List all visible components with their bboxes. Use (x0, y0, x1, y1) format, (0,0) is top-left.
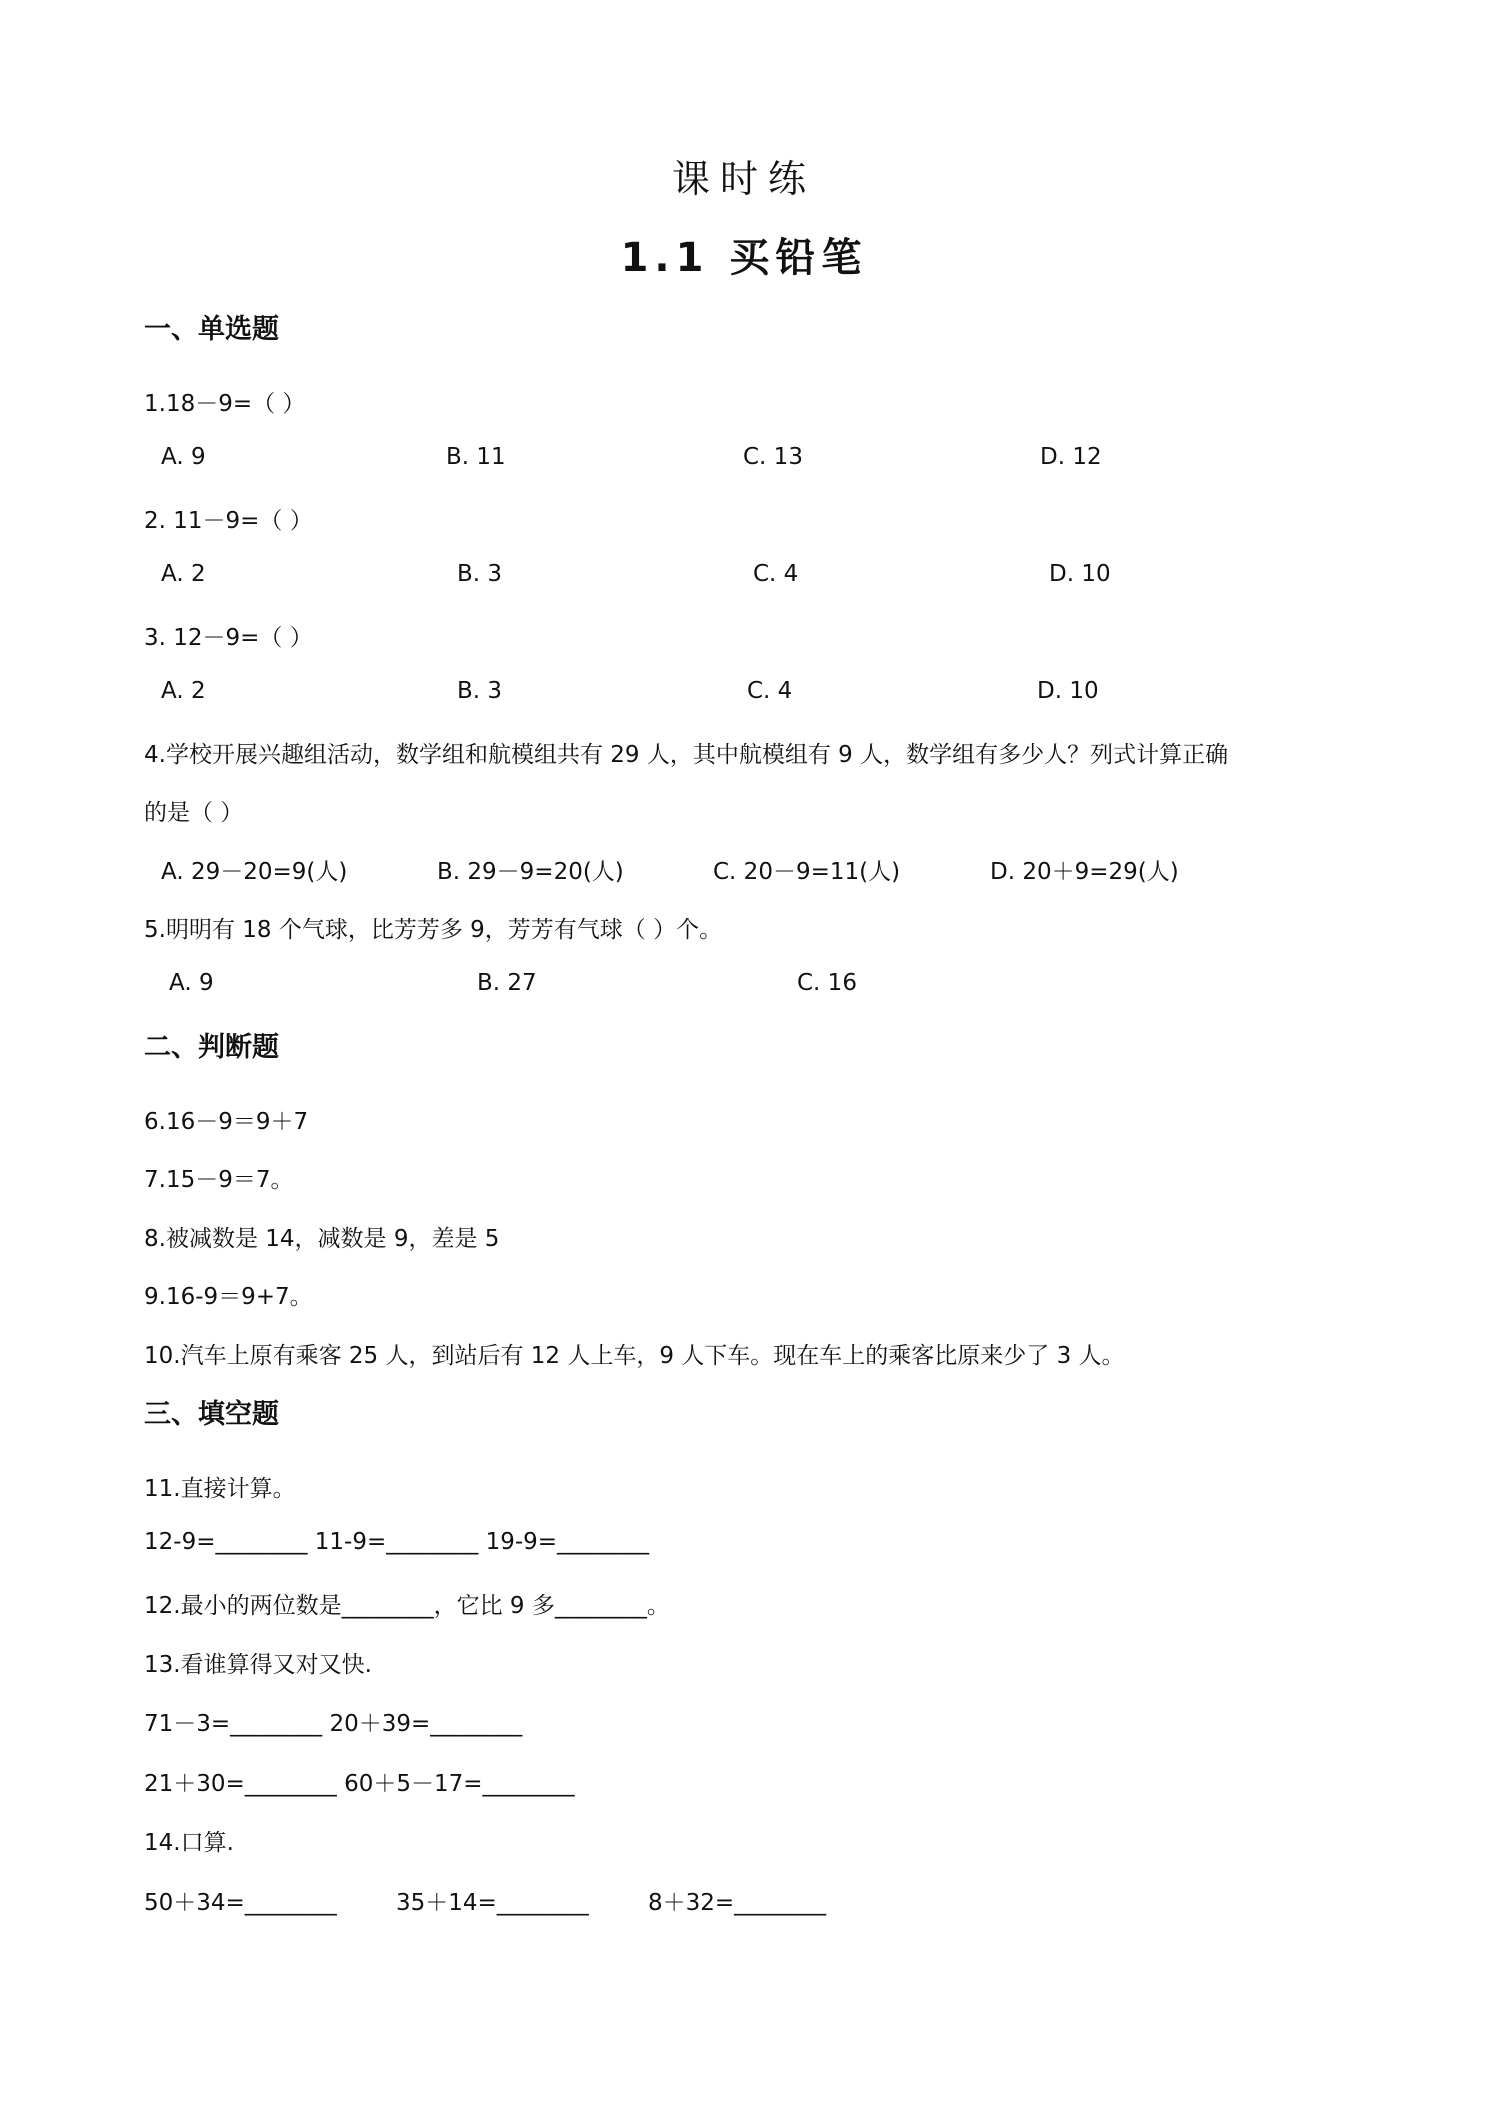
question-2-option-c: C. 4 (753, 561, 799, 587)
question-5-option-a: A. 9 (169, 970, 214, 996)
question-14-item-3: 8＋32=________ (648, 1890, 827, 1916)
question-4-option-c: C. 20－9=11(人) (713, 859, 901, 885)
section-heading-fill-blank: 三、填空题 (144, 1399, 279, 1430)
question-5-option-b: B. 27 (477, 970, 537, 996)
question-14-item-2: 35＋14=________ (396, 1890, 589, 1916)
question-4-option-d: D. 20＋9=29(人) (990, 859, 1179, 885)
question-13-line-1: 71－3=________ 20＋39=________ (144, 1711, 523, 1737)
question-13-line-2: 21＋30=________ 60＋5－17=________ (144, 1771, 575, 1797)
question-8: 8.被减数是 14，减数是 9，差是 5 (144, 1226, 500, 1252)
question-13: 13.看谁算得又对又快. (144, 1652, 372, 1678)
question-3-option-d: D. 10 (1037, 678, 1099, 704)
question-2-option-b: B. 3 (457, 561, 503, 587)
section-heading-true-false: 二、判断题 (144, 1032, 279, 1063)
question-5-option-c: C. 16 (797, 970, 857, 996)
question-4-line-1: 4.学校开展兴趣组活动，数学组和航模组共有 29 人，其中航模组有 9 人，数学组有多少人？列式计算正确 (144, 742, 1229, 768)
question-10: 10.汽车上原有乘客 25 人，到站后有 12 人上车，9 人下车。现在车上的乘客比原来少了 3 人。 (144, 1343, 1125, 1369)
question-1-option-b: B. 11 (446, 444, 506, 470)
question-11: 11.直接计算。 (144, 1476, 296, 1502)
question-1-option-d: D. 12 (1040, 444, 1102, 470)
question-11-line: 12-9=________ 11-9=________ 19-9=________ (144, 1529, 650, 1555)
question-9: 9.16-9＝9+7。 (144, 1284, 313, 1310)
question-6: 6.16－9＝9＋7 (144, 1109, 309, 1135)
question-3-option-a: A. 2 (161, 678, 206, 704)
question-1-option-c: C. 13 (743, 444, 803, 470)
question-5: 5.明明有 18 个气球，比芳芳多 9，芳芳有气球（ ）个。 (144, 917, 723, 943)
question-7: 7.15－9＝7。 (144, 1167, 294, 1193)
page-title: 课时练 (671, 157, 816, 201)
question-14-item-1: 50＋34=________ (144, 1890, 337, 1916)
question-2: 2. 11－9=（ ） (144, 508, 313, 534)
question-4-option-b: B. 29－9=20(人) (437, 859, 624, 885)
lesson-subtitle: 1.1 买铅笔 (620, 235, 868, 281)
question-4-option-a: A. 29－20=9(人) (161, 859, 348, 885)
question-3: 3. 12－9=（ ） (144, 625, 313, 651)
question-2-option-a: A. 2 (161, 561, 206, 587)
question-2-option-d: D. 10 (1049, 561, 1111, 587)
question-3-option-b: B. 3 (457, 678, 503, 704)
section-heading-single-choice: 一、单选题 (144, 314, 279, 345)
question-1: 1.18－9=（ ） (144, 391, 306, 417)
question-1-option-a: A. 9 (161, 444, 206, 470)
question-4-line-2: 的是（ ） (144, 800, 244, 826)
question-12: 12.最小的两位数是________，它比 9 多________。 (144, 1593, 670, 1619)
question-14: 14.口算. (144, 1830, 234, 1856)
question-3-option-c: C. 4 (747, 678, 793, 704)
